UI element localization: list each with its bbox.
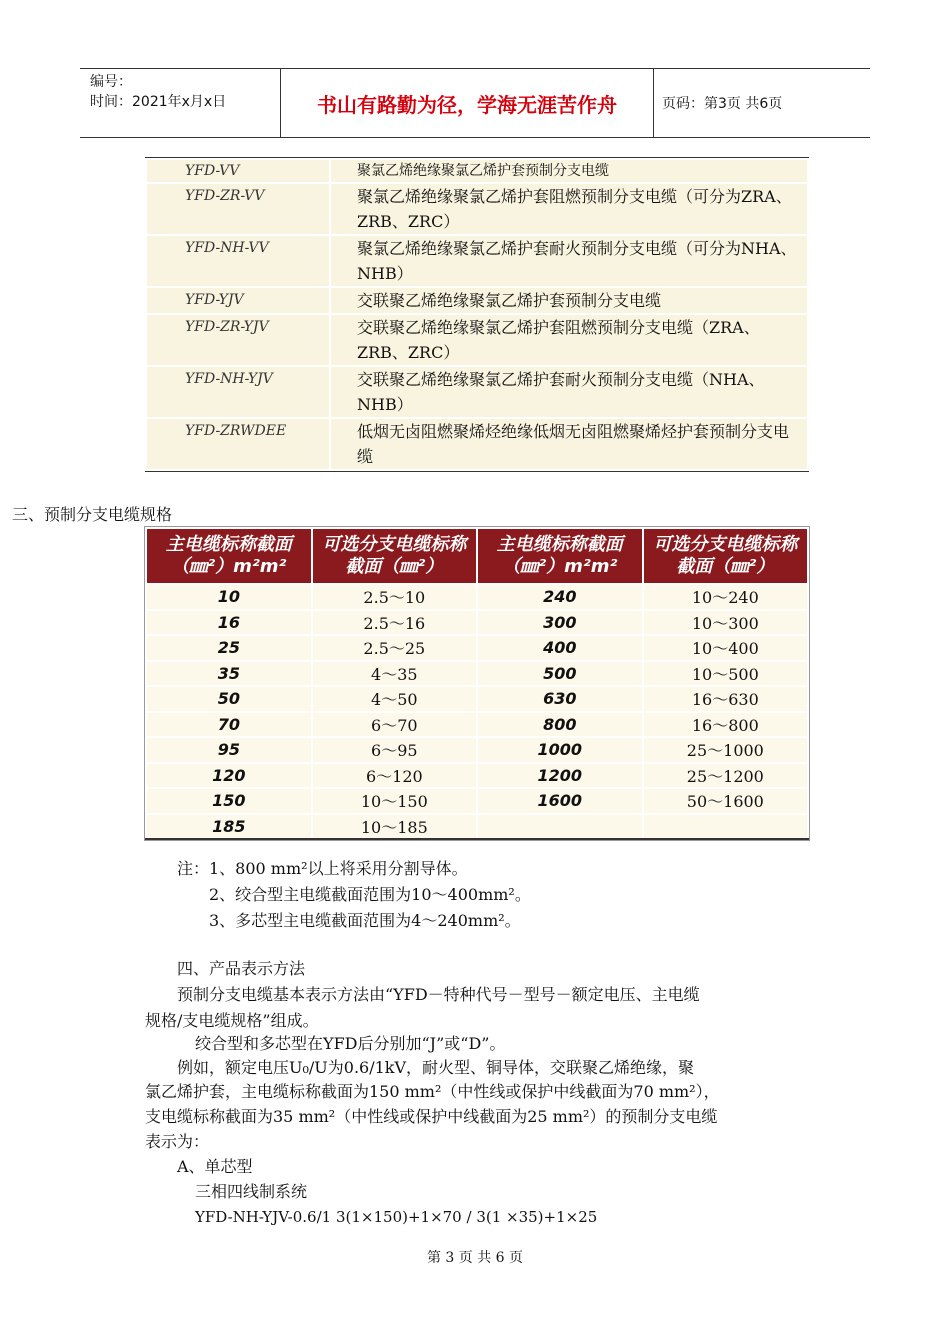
section4-title: 四、产品表示方法 [177,959,306,978]
cable-code: YFD-ZR-YJV [146,314,330,366]
paragraph-line: 预制分支电缆基本表示方法由“YFD－特种代号－型号－额定电压、主电缆 [177,985,700,1004]
note-1: 注：1、800 mm²以上将采用分割导体。 [177,859,468,878]
branch-cable-range: 25～1200 [643,763,808,789]
spec-row [146,661,808,687]
cable-description: 聚氯乙烯绝缘聚氯乙烯护套阻燃预制分支电缆（可分为ZRA、ZRB、ZRC） [330,183,808,235]
cable-description: 交联聚乙烯绝缘聚氯乙烯护套预制分支电缆 [330,287,808,314]
cable-code: YFD-ZRWDEE [146,418,330,470]
cable-code: YFD-YJV [146,287,330,314]
spec-header: 可选分支电缆标称截面（㎜²） [312,528,477,584]
note-3: 3、多芯型主电缆截面范围为4～240mm²。 [209,911,521,930]
spec-header: 主电缆标称截面（㎜²）m²m² [477,528,643,584]
paragraph-line: 支电缆标称截面为35 mm²（中性线或保护中线截面为25 mm²）的预制分支电缆 [145,1107,718,1126]
paragraph-line: 氯乙烯护套，主电缆标称截面为150 mm²（中性线或保护中线截面为70 mm²）， [145,1082,720,1101]
paragraph-line: A、单芯型 [177,1157,253,1176]
branch-cable-range: 10～150 [312,788,477,814]
cable-description: 聚氯乙烯绝缘聚氯乙烯护套耐火预制分支电缆（可分为NHA、NHB） [330,235,808,287]
spec-row [146,763,808,789]
main-cable-section: 70 [146,712,312,738]
cable-type-row [146,314,808,366]
main-cable-section: 1600 [477,788,643,814]
time-label: 时间：2021年x月x日 [90,94,227,110]
main-cable-section: 1200 [477,763,643,789]
cable-type-row [146,183,808,235]
branch-cable-range: 10～400 [643,635,808,661]
note-2: 2、绞合型主电缆截面范围为10～400mm²。 [209,885,531,904]
branch-cable-range: 10～185 [312,814,477,840]
spec-row [146,610,808,636]
paragraph-line: 例如，额定电压U₀/U为0.6/1kV，耐火型、铜导体，交联聚乙烯绝缘，聚 [177,1058,695,1077]
main-cable-section: 300 [477,610,643,636]
cable-type-row [146,235,808,287]
main-cable-section: 240 [477,584,643,610]
branch-cable-range: 25～1000 [643,737,808,763]
branch-cable-range: 6～70 [312,712,477,738]
main-cable-section: 400 [477,635,643,661]
header-meta [80,69,280,137]
paragraph-line: 表示为： [145,1132,210,1151]
spec-row [146,814,808,840]
branch-cable-range: 4～35 [312,661,477,687]
branch-cable-range: 16～630 [643,686,808,712]
cable-type-table [145,158,809,471]
paragraph-line: 三相四线制系统 [195,1182,308,1201]
main-cable-section: 35 [146,661,312,687]
main-cable-section: 1000 [477,737,643,763]
main-cable-section: 95 [146,737,312,763]
spec-row [146,737,808,763]
cable-code: YFD-NH-VV [146,235,330,287]
spec-header: 主电缆标称截面（㎜²）m²m² [146,528,312,584]
paragraph-line: 规格/支电缆规格”组成。 [145,1011,319,1030]
branch-cable-range: 6～120 [312,763,477,789]
branch-cable-range: 2.5～16 [312,610,477,636]
spec-row [146,788,808,814]
model-example: YFD-NH-YJV-0.6/1 3(1×150)+1×70 / 3(1 ×35)+1×25 [195,1208,598,1226]
branch-cable-range: 4～50 [312,686,477,712]
branch-cable-range: 6～95 [312,737,477,763]
cable-description: 聚氯乙烯绝缘聚氯乙烯护套预制分支电缆 [330,159,808,183]
cable-type-row [146,418,808,470]
header-page [652,69,870,137]
main-cable-section: 185 [146,814,312,840]
branch-cable-range: 10～300 [643,610,808,636]
branch-cable-range: 2.5～10 [312,584,477,610]
spec-row [146,584,808,610]
spec-row [146,712,808,738]
cable-type-row [146,366,808,418]
cable-code: YFD-ZR-VV [146,183,330,235]
main-cable-section: 150 [146,788,312,814]
spec-table [145,527,809,840]
spec-row [146,635,808,661]
branch-cable-range: 2.5～25 [312,635,477,661]
main-cable-section: 800 [477,712,643,738]
branch-cable-range: 10～240 [643,584,808,610]
main-cable-section: 50 [146,686,312,712]
page-label: 页码：第3页 共6页 [662,96,783,112]
number-label: 编号： [90,74,132,90]
section3-title: 三、预制分支电缆规格 [12,505,173,524]
spec-header: 可选分支电缆标称截面（㎜²） [643,528,808,584]
spec-row [146,686,808,712]
cable-code: YFD-VV [146,159,330,183]
cable-code: YFD-NH-YJV [146,366,330,418]
main-cable-section: 10 [146,584,312,610]
cable-type-row [146,159,808,183]
branch-cable-range: 16～800 [643,712,808,738]
cable-description: 交联聚乙烯绝缘聚氯乙烯护套耐火预制分支电缆（NHA、NHB） [330,366,808,418]
header-motto-cell [280,69,654,137]
main-cable-section: 120 [146,763,312,789]
branch-cable-range [643,814,808,840]
main-cable-section: 16 [146,610,312,636]
branch-cable-range: 50～1600 [643,788,808,814]
cable-description: 交联聚乙烯绝缘聚氯乙烯护套阻燃预制分支电缆（ZRA、ZRB、ZRC） [330,314,808,366]
page-header [80,68,870,138]
header-motto: 书山有路勤为径，学海无涯苦作舟 [317,92,617,117]
cable-type-row [146,287,808,314]
main-cable-section: 500 [477,661,643,687]
main-cable-section: 630 [477,686,643,712]
main-cable-section: 25 [146,635,312,661]
cable-description: 低烟无卤阻燃聚烯烃绝缘低烟无卤阻燃聚烯烃护套预制分支电缆 [330,418,808,470]
page-footer: 第 3 页 共 6 页 [426,1250,524,1266]
main-cable-section [477,814,643,840]
paragraph-line: 绞合型和多芯型在YFD后分别加“J”或“D”。 [195,1034,506,1053]
branch-cable-range: 10～500 [643,661,808,687]
